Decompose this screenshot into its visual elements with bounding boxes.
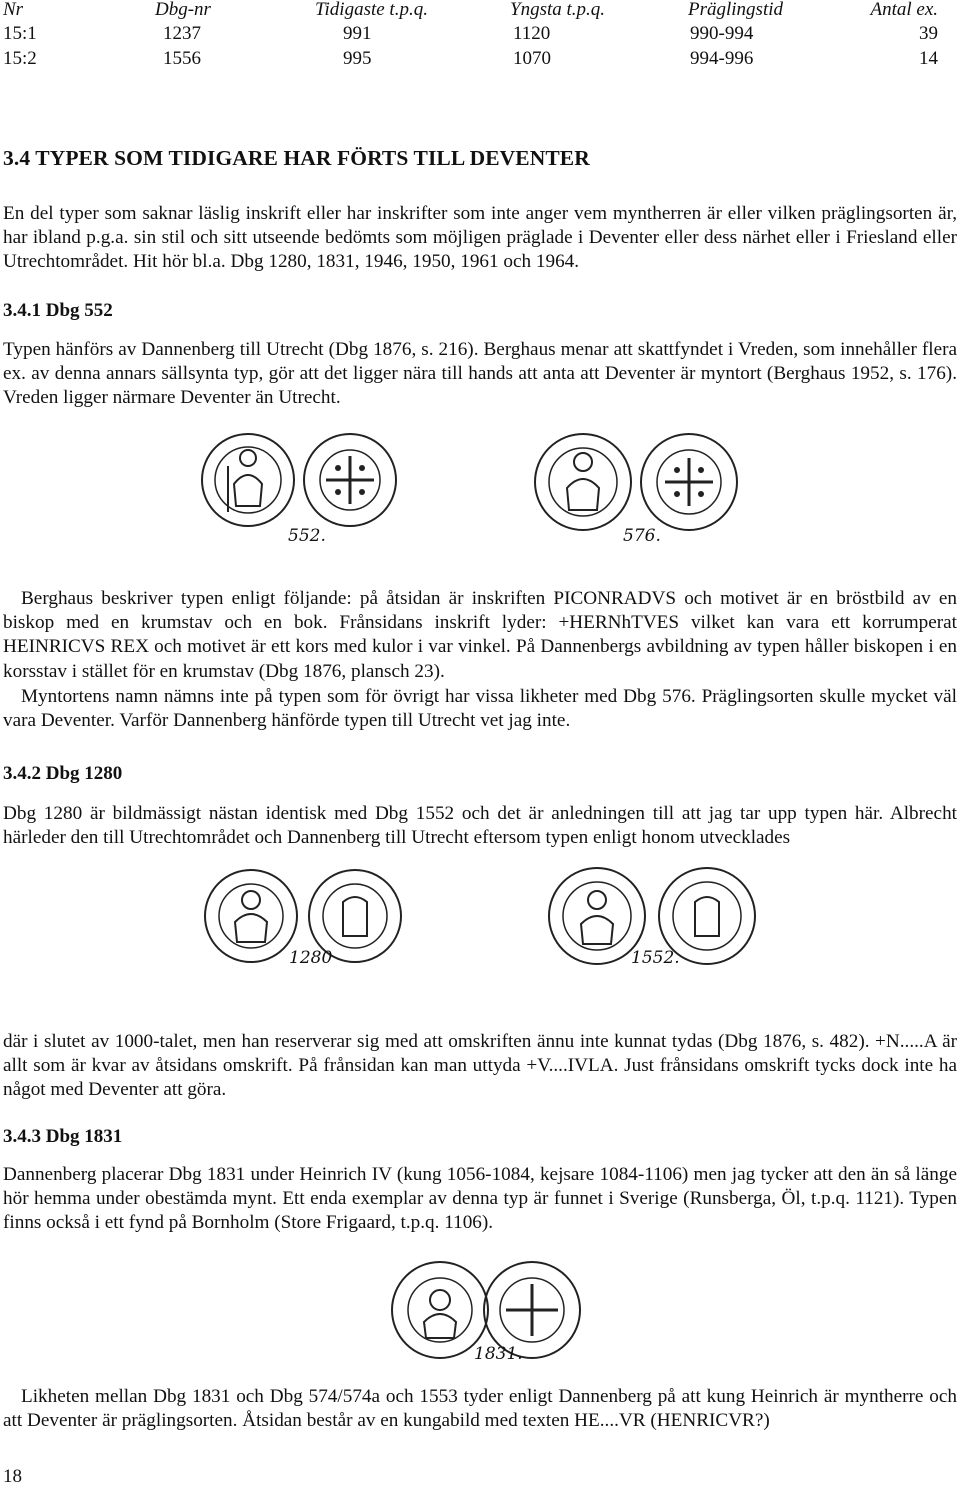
section-heading: 3.4 TYPER SOM TIDIGARE HAR FÖRTS TILL DEVENTER (3, 146, 590, 170)
subsection-heading-343: 3.4.3 Dbg 1831 (3, 1126, 123, 1147)
cell-antal: 14 (919, 48, 938, 69)
cell-dbg-nr: 1556 (163, 48, 201, 69)
cell-yngsta: 1120 (513, 23, 551, 44)
figure-caption: 1552. (631, 948, 680, 968)
s343-paragraph-1: Dannenberg placerar Dbg 1831 under Heinrich IV (kung 1056-1084, kejsare 1084-1106) men jag tycker att den än så länge hör hemma under obestämda mynt. Ett enda exemplar av denna typ är funnet i Sverige (Runsberga, Öl, t.p.q. 1121). Typen finns också i ett fynd på Bornholm (Store Frigaard, t.p.q. 1106). (3, 1164, 957, 1234)
section-intro: En del typer som saknar läslig inskrift eller har inskrifter som inte anger vem myntherren är eller vilken präglingsorten är, har ibland p.g.a. sin stil och sitt utseende bedömts som möjligen präglade i Deventer eller dess närhet eller i Friesland eller Utrechtområdet. Hit hör bl.a. Dbg 1280, 1831, 1946, 1950, 1961 och 1964. (3, 203, 957, 273)
page-number: 18 (3, 1466, 22, 1487)
s341-paragraph-1: Typen hänförs av Dannenberg till Utrecht (Dbg 1876, s. 216). Berghaus menar att skattfyndet i Vreden, som innehåller flera ex. av denna annars sällsynta typ, gör att det ligger nära till hands att anta att Deventer är myntort (Berghaus 1952, s. 176). Vreden ligger närmare Deventer än Utrecht. (3, 339, 957, 409)
cell-tidigaste: 995 (343, 48, 372, 69)
cell-praglingstid: 994-996 (690, 48, 754, 69)
s342-paragraph-2: där i slutet av 1000-talet, men han reserverar sig med att omskriften ännu inte kunnat tydas (Dbg 1876, s. 482). +N.....A är allt som är kvar av åtsidans omskrift. På frånsidan kan man uttyda +V....IVLA. Just frånsidans omskrift tycks dock inte ha något med Deventer att göra. (3, 1031, 957, 1101)
figure-caption: 1831. (474, 1344, 523, 1364)
s341-paragraph-2: Berghaus beskriver typen enligt följande: på åtsidan är inskriften PICONRADVS och motivet är en bröstbild av en biskop med en krumstav och en bok. Frånsidans inskrift lyder: +HERNhTVES vilket kan vara ett korrumperat HEINRICVS REX och motivet är ett kors med kulor i var vinkel. På Dannenbergs avbildning av typen håller biskopen i en korsstav i stället för en krumstav (Dbg 1876, plansch 23). (3, 588, 957, 682)
s341-paragraph-3: Myntortens namn nämns inte på typen som för övrigt har vissa likheter med Dbg 576. Präglingsorten skulle mycket väl vara Deventer. Varför Dannenberg hänförde typen till Utrecht vet jag inte. (3, 686, 957, 732)
header-dbg-nr: Dbg-nr (155, 0, 211, 20)
cell-tidigaste: 991 (343, 23, 372, 44)
header-antal: Antal ex. (870, 0, 938, 20)
coin-figure-1831 (368, 1258, 608, 1368)
s342-paragraph-1: Dbg 1280 är bildmässigt nästan identisk med Dbg 1552 och det är anledningen till att jag tar upp typen här. Albrecht härleder den till Utrechtområdet och Dannenberg till Utrecht eftersom typen enligt honom utvecklades (3, 803, 957, 849)
header-praglingstid: Präglingstid (688, 0, 784, 20)
header-nr: Nr (3, 0, 24, 20)
header-tidigaste: Tidigaste t.p.q. (315, 0, 428, 20)
coin-figure-552 (200, 422, 400, 552)
coin-figure-1280 (197, 866, 409, 974)
figure-caption: 552. (288, 526, 326, 546)
s343-paragraph-2: Likheten mellan Dbg 1831 och Dbg 574/574a och 1553 tyder enligt Dannenberg på att kung Heinrich är myntherre och att Deventer är präglingsorten. Åtsidan består av en kungabild med texten HE....VR (HENRICVR?) (3, 1386, 957, 1432)
coin-figure-576 (525, 422, 740, 552)
figure-caption: 1280 (289, 948, 333, 968)
cell-nr: 15:2 (3, 48, 37, 69)
subsection-heading-342: 3.4.2 Dbg 1280 (3, 763, 123, 784)
figure-caption: 576. (623, 526, 661, 546)
cell-praglingstid: 990-994 (690, 23, 754, 44)
cell-dbg-nr: 1237 (163, 23, 201, 44)
cell-nr: 15:1 (3, 23, 37, 44)
cell-antal: 39 (919, 23, 938, 44)
cell-yngsta: 1070 (513, 48, 551, 69)
coin-figure-1552 (541, 866, 763, 974)
subsection-heading-341: 3.4.1 Dbg 552 (3, 300, 113, 321)
header-yngsta: Yngsta t.p.q. (510, 0, 606, 20)
